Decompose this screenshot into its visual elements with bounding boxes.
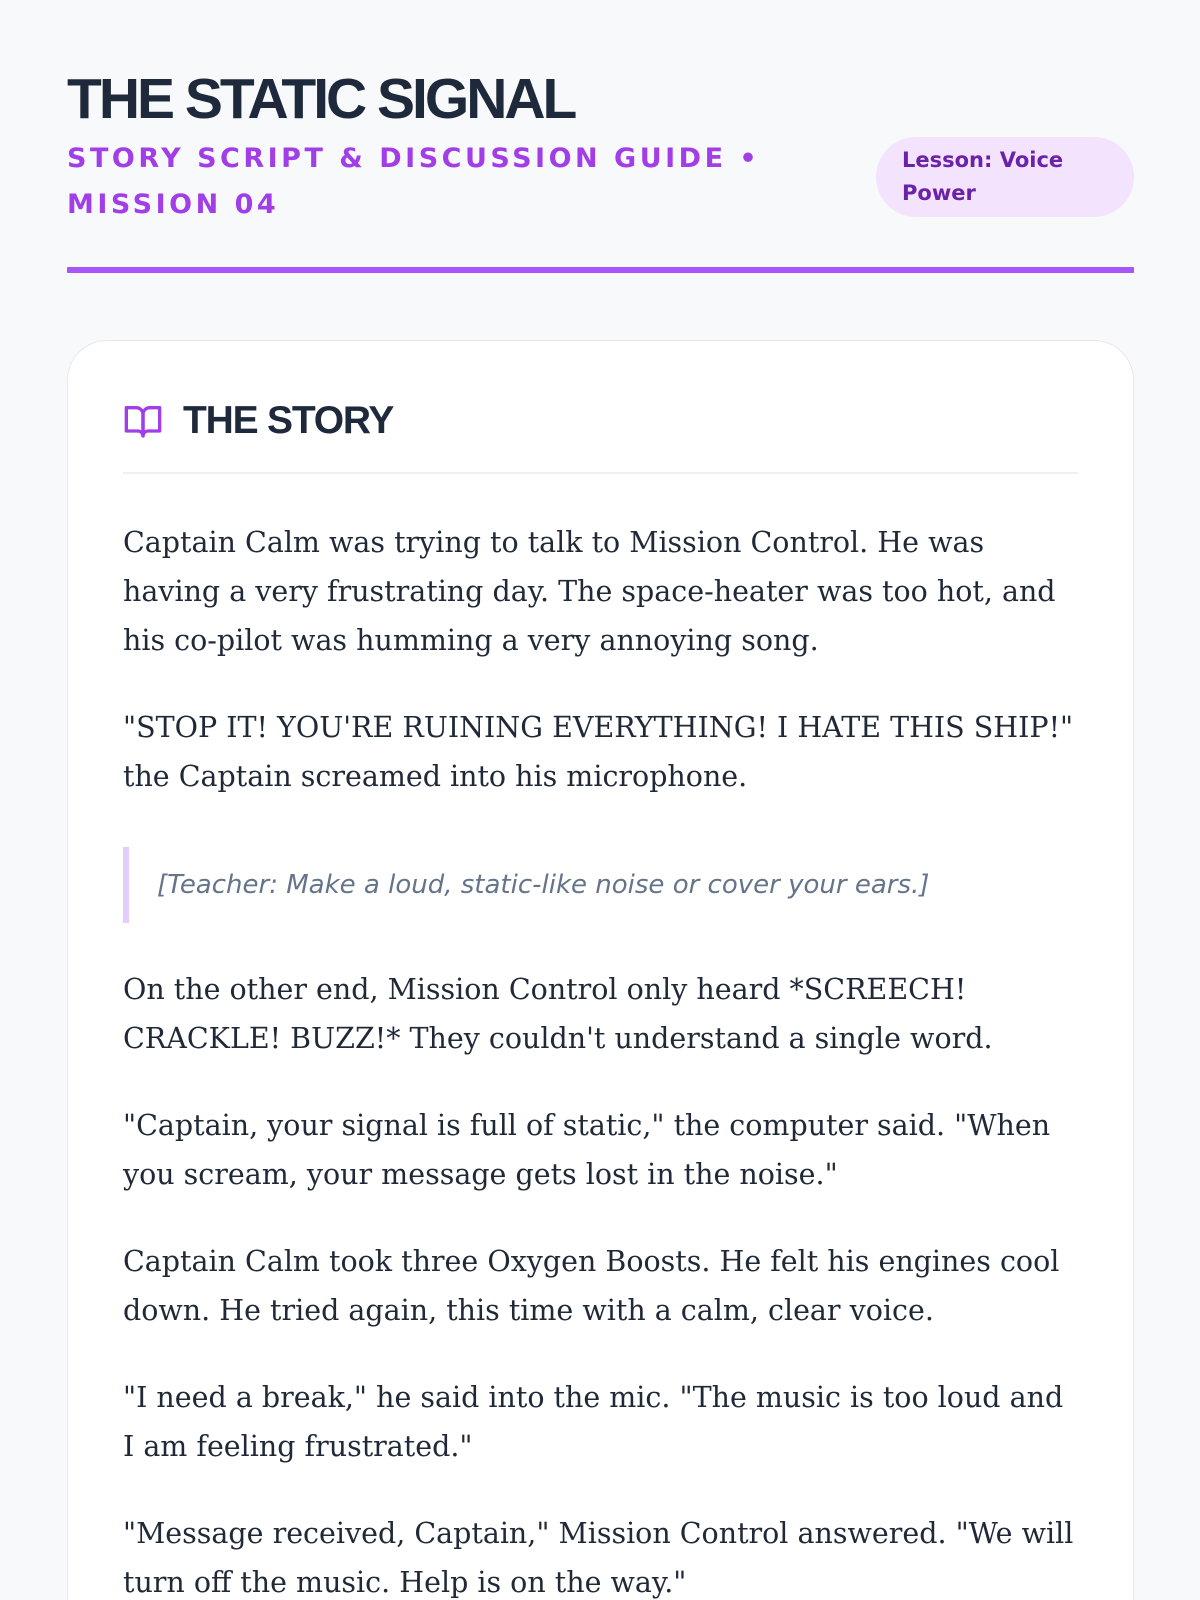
story-heading: THE STORY xyxy=(183,399,394,442)
header-divider xyxy=(67,267,1134,273)
story-paragraph: "STOP IT! YOU'RE RUINING EVERYTHING! I HATE THIS SHIP!" the Captain screamed into his microphone. xyxy=(123,710,1074,793)
book-open-icon xyxy=(123,401,163,441)
story-paragraph: On the other end, Mission Control only heard *SCREECH! CRACKLE! BUZZ!* They couldn't understand a single word. xyxy=(123,972,993,1055)
page-header xyxy=(67,64,1134,228)
story-paragraph: "Captain, your signal is full of static," the computer said. "When you scream, your message gets lost in the noise." xyxy=(123,1108,1051,1191)
story-card-header xyxy=(123,396,1078,446)
story-paragraph: "I need a break," he said into the mic. "The music is too loud and I am feeling frustrated." xyxy=(123,1380,1064,1463)
story-body xyxy=(123,518,1078,1600)
story-heading-divider xyxy=(123,472,1078,474)
teacher-note: [Teacher: Make a loud, static-like noise or cover your ears.] xyxy=(123,847,1078,923)
story-paragraph: Captain Calm was trying to talk to Mission Control. He was having a very frustrating day. The space-heater was too hot, and his co-pilot was humming a very annoying song. xyxy=(123,525,1056,657)
subtitle-row xyxy=(67,136,1134,228)
story-paragraph: Captain Calm took three Oxygen Boosts. He felt his engines cool down. He tried again, this time with a calm, clear voice. xyxy=(123,1244,1060,1327)
page-subtitle: STORY SCRIPT & DISCUSSION GUIDE • MISSION 04 xyxy=(67,143,761,220)
story-paragraph: "Message received, Captain," Mission Control answered. "We will turn off the music. Help is on the way." xyxy=(123,1516,1074,1599)
story-card xyxy=(67,340,1134,1600)
page-title: THE STATIC SIGNAL xyxy=(67,67,575,131)
lesson-badge: Lesson: Voice Power xyxy=(876,137,1134,217)
